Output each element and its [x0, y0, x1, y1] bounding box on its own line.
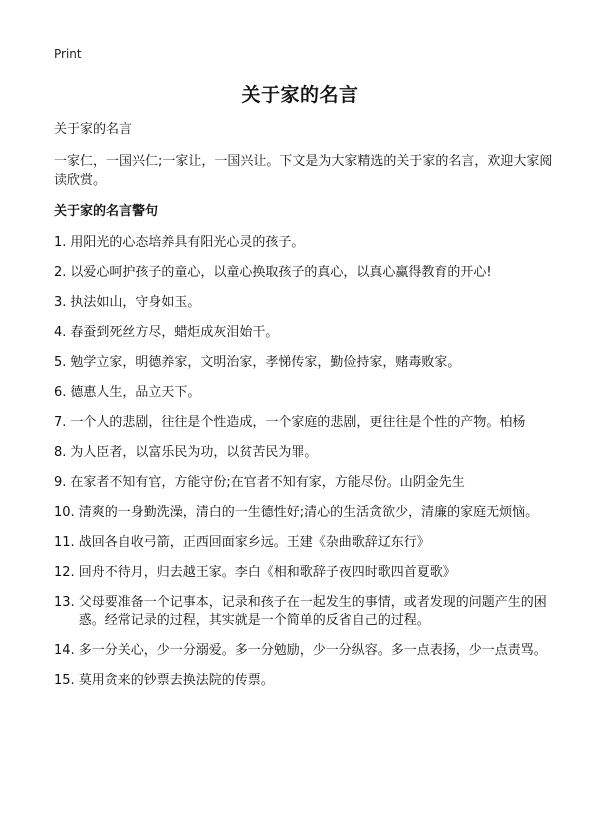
- quote-number: 3.: [54, 295, 67, 310]
- quote-number: 14.: [54, 643, 75, 658]
- quote-item: [54, 264, 560, 282]
- quote-item: [54, 444, 560, 462]
- quote-list: [54, 234, 560, 690]
- quote-item: [54, 504, 560, 522]
- quote-number: 9.: [54, 475, 67, 490]
- quote-number: 13.: [54, 595, 75, 610]
- quote-text: 回舟不待月，归去越王家。李白《相和歌辞子夜四时歌四首夏歌》: [78, 565, 456, 580]
- section-heading: 关于家的名言警句: [54, 204, 159, 219]
- quote-number: 4.: [54, 325, 67, 340]
- quote-number: 1.: [54, 235, 67, 250]
- quote-text: 执法如山，守身如玉。: [70, 295, 201, 310]
- quote-item: [54, 672, 560, 690]
- quote-item: [54, 564, 560, 582]
- quote-text: 用阳光的心态培养具有阳光心灵的孩子。: [70, 235, 305, 250]
- page-title: 关于家的名言: [241, 84, 359, 106]
- quote-item: [54, 234, 560, 252]
- quote-number: 15.: [54, 673, 75, 688]
- quote-item: [54, 294, 560, 312]
- print-link[interactable]: Print: [54, 47, 82, 61]
- quote-item: [54, 534, 560, 552]
- quote-number: 10.: [54, 505, 75, 520]
- quote-text: 春蚕到死丝方尽，蜡炬成灰泪始干。: [70, 325, 279, 340]
- quote-text: 一个人的悲剧，往往是个性造成，一个家庭的悲剧，更往往是个性的产物。柏杨: [70, 415, 526, 430]
- intro-paragraph: 一家仁，一国兴仁;一家让，一国兴让。下文是为大家精选的关于家的名言，欢迎大家阅读欣赏。: [54, 154, 553, 188]
- quote-text: 战回各自收弓箭，正西回面家乡远。王建《杂曲歌辞辽东行》: [78, 535, 430, 550]
- quote-number: 5.: [54, 355, 67, 370]
- quote-text: 勉学立家，明德养家，文明治家，孝悌传家，勤俭持家，赌毒败家。: [70, 355, 461, 370]
- quote-text: 德惠人生，品立天下。: [70, 385, 201, 400]
- quote-item: [54, 594, 560, 630]
- quote-text: 父母要准备一个记事本，记录和孩子在一起发生的事情，或者发现的问题产生的困惑。经常记录的过程，其实就是一个简单的反省自己的过程。: [78, 595, 547, 628]
- quote-text: 为人臣者，以富乐民为功，以贫苦民为罪。: [70, 445, 318, 460]
- quote-number: 7.: [54, 415, 67, 430]
- quote-item: [54, 642, 560, 660]
- quote-item: [54, 414, 560, 432]
- quote-number: 6.: [54, 385, 67, 400]
- quote-text: 以爱心呵护孩子的童心，以童心换取孩子的真心，以真心赢得教育的开心!: [70, 265, 492, 280]
- quote-text: 多一分关心，少一分溺爱。多一分勉励，少一分纵容。多一点表扬，少一点责骂。: [78, 643, 547, 658]
- quote-item: [54, 474, 560, 492]
- document-body: [54, 120, 560, 702]
- quote-number: 11.: [54, 535, 75, 550]
- quote-item: [54, 384, 560, 402]
- quote-number: 12.: [54, 565, 75, 580]
- quote-item: [54, 324, 560, 342]
- quote-text: 莫用贪来的钞票去换法院的传票。: [78, 673, 274, 688]
- quote-text: 清爽的一身勤洗澡，清白的一生德性好;清心的生活贪欲少，清廉的家庭无烦恼。: [78, 505, 539, 520]
- quote-number: 8.: [54, 445, 67, 460]
- quote-number: 2.: [54, 265, 67, 280]
- quote-item: [54, 354, 560, 372]
- subtitle: 关于家的名言: [54, 122, 133, 137]
- quote-text: 在家者不知有官，方能守份;在官者不知有家，方能尽份。山阴金先生: [70, 475, 465, 490]
